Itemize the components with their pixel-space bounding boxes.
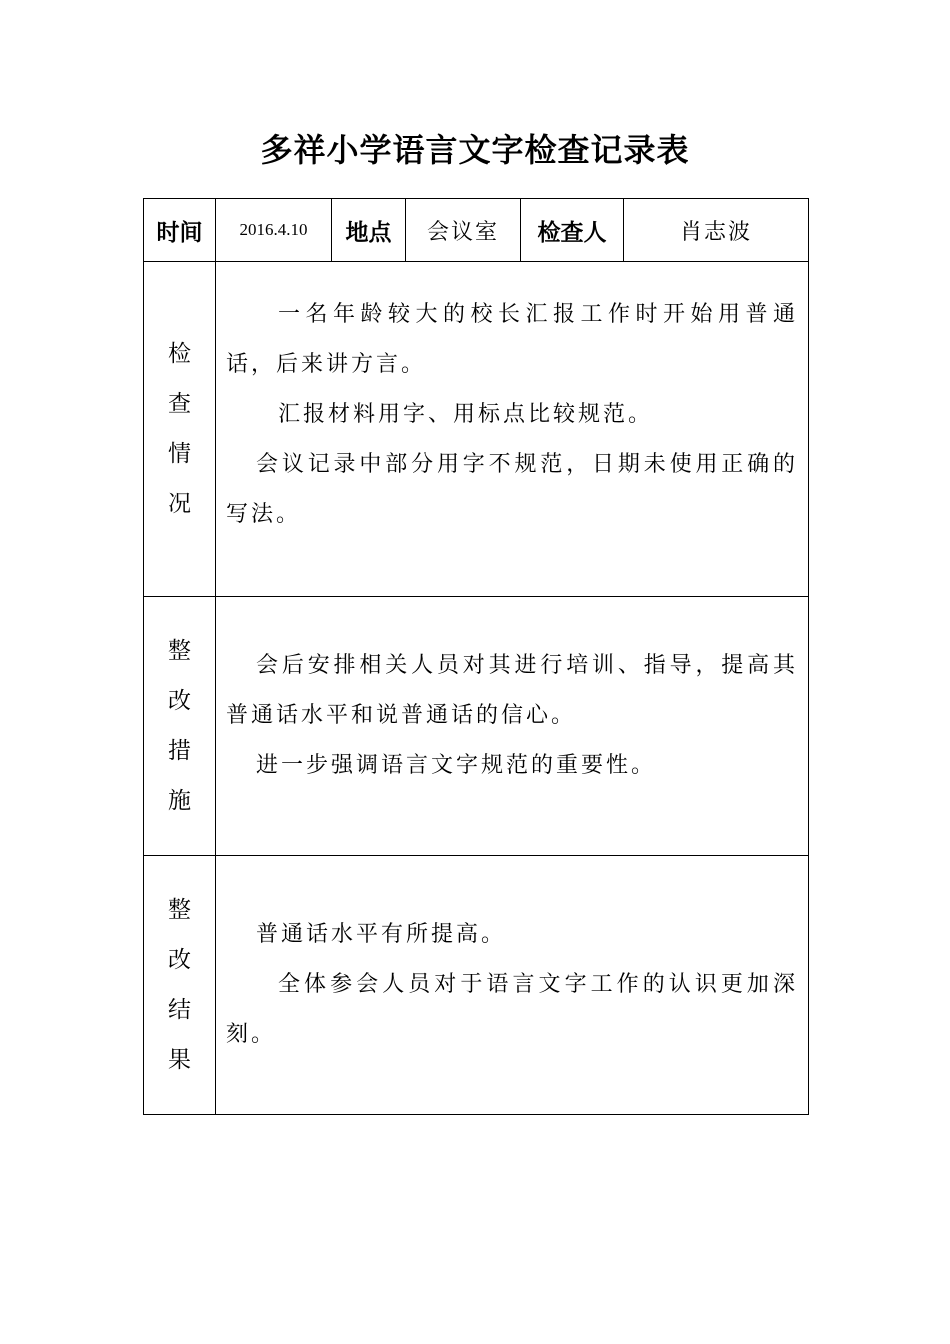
- label-char: 改: [168, 688, 191, 714]
- label-char: 检: [168, 341, 191, 367]
- label-char: 果: [168, 1047, 191, 1073]
- header-row: [144, 199, 809, 262]
- inspection-label: [144, 262, 216, 597]
- label-char: 改: [168, 947, 191, 973]
- inspection-row: [144, 262, 809, 597]
- measures-content: [216, 597, 809, 856]
- inspection-paragraph: 汇报材料用字、用标点比较规范。: [278, 402, 654, 427]
- time-value: 2016.4.10: [216, 199, 332, 262]
- inspector-label: 检查人: [521, 199, 624, 262]
- inspection-paragraph: 会议记录中部分用字不规范，日期未使用正确的写法。: [226, 452, 798, 527]
- label-char: 情: [168, 441, 191, 467]
- label-char: 况: [168, 491, 191, 517]
- results-row: [144, 856, 809, 1115]
- measures-row: [144, 597, 809, 856]
- results-paragraph: 普通话水平有所提高。: [256, 922, 507, 947]
- label-char: 整: [168, 638, 191, 664]
- inspection-record-table: [143, 198, 809, 1115]
- results-label: [144, 856, 216, 1115]
- measures-label: [144, 597, 216, 856]
- label-char: 结: [168, 997, 191, 1023]
- label-char: 整: [168, 897, 191, 923]
- label-char: 施: [168, 788, 191, 814]
- document-title: 多祥小学语言文字检查记录表: [260, 131, 690, 169]
- inspection-content: [216, 262, 809, 597]
- label-char: 查: [168, 391, 191, 417]
- label-char: 措: [168, 738, 191, 764]
- inspector-value: 肖志波: [624, 199, 809, 262]
- results-content: [216, 856, 809, 1115]
- time-label: 时间: [144, 199, 216, 262]
- measures-paragraph: 会后安排相关人员对其进行培训、指导，提高其普通话水平和说普通话的信心。: [226, 653, 798, 728]
- place-label: 地点: [332, 199, 406, 262]
- place-value: 会议室: [406, 199, 521, 262]
- inspection-paragraph: 一名年龄较大的校长汇报工作时开始用普通话，后来讲方言。: [226, 302, 798, 377]
- results-paragraph: 全体参会人员对于语言文字工作的认识更加深刻。: [226, 972, 798, 1047]
- measures-paragraph: 进一步强调语言文字规范的重要性。: [256, 753, 657, 778]
